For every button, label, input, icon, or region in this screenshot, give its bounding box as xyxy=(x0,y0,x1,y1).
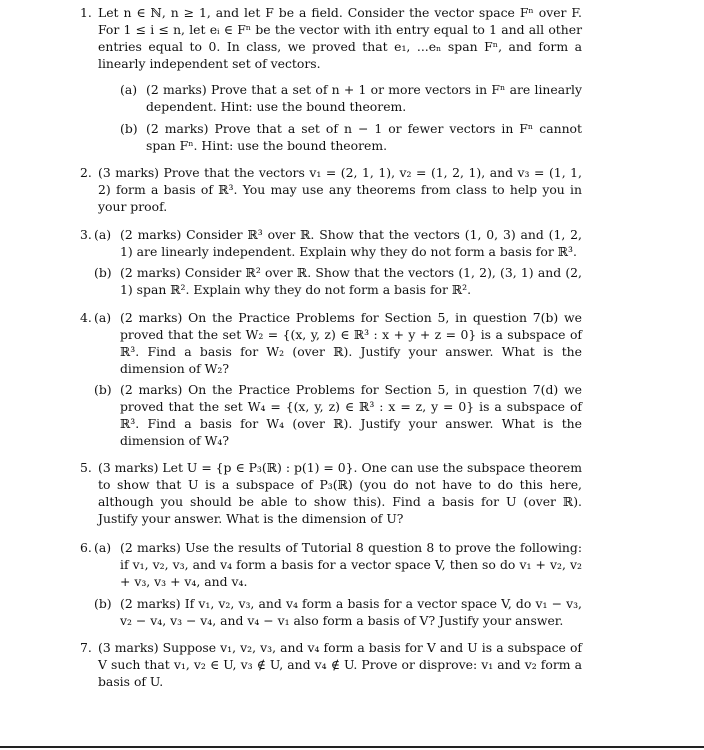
part-text: (2 marks) Prove that a set of n + 1 or more vectors in Fⁿ are linearly dependent. Hint: use the bound theorem. xyxy=(146,82,582,114)
question-number: 2. xyxy=(80,165,92,180)
part-label: (b) xyxy=(120,121,138,136)
part-text: (2 marks) Consider ℝ³ over ℝ. Show that the vectors (1, 0, 3) and (1, 2, 1) are linearly independent. Explain why they do not form a basis for ℝ³. xyxy=(120,227,582,259)
part-text: (2 marks) Prove that a set of n − 1 or fewer vectors in Fⁿ cannot span Fⁿ. Hint: use the bound theorem. xyxy=(146,121,582,153)
part-text: (2 marks) On the Practice Problems for Section 5, in question 7(b) we proved that the set W₂ = {(x, y, z) ∈ ℝ³ : x + y + z = 0} is a subspace of ℝ³. Find a basis for W₂ (over ℝ). Justify your answer. What is the dimension of W₂? xyxy=(120,310,582,376)
question-6-part-a xyxy=(94,539,582,590)
question-4-part-b xyxy=(94,381,582,449)
question-1 xyxy=(80,4,582,72)
question-text: (3 marks) Prove that the vectors v₁ = (2, 1, 1), v₂ = (1, 2, 1), and v₃ = (1, 1, 2) form a basis of ℝ³. You may use any theorems from class to help you in your proof. xyxy=(98,165,582,214)
question-text: (3 marks) Let U = {p ∈ P₃(ℝ) : p(1) = 0}. One can use the subspace theorem to show that U is a subspace of P₃(ℝ) (you do not have to do this here, although you should be able to show this). Find a basis for U (over ℝ). Justify your answer. What is the dimension of U? xyxy=(98,460,582,526)
part-label: (b) xyxy=(94,382,112,397)
part-text: (2 marks) Use the results of Tutorial 8 question 8 to prove the following: if v₁, v₂, v₃, and v₄ form a basis for a vector space V, then so do v₁ + v₂, v₂ + v₃, v₃ + v₄, and v₄. xyxy=(120,540,582,589)
part-label: (b) xyxy=(94,265,112,280)
part-label: (a) xyxy=(120,82,138,97)
question-text: (3 marks) Suppose v₁, v₂, v₃, and v₄ form a basis for V and U is a subspace of V such that v₁, v₂ ∈ U, v₃ ∉ U, and v₄ ∉ U. Prove or disprove: v₁ and v₂ form a basis of U. xyxy=(98,640,582,689)
question-7 xyxy=(80,639,582,690)
question-4-part-a xyxy=(94,309,582,377)
question-number: 4. xyxy=(80,310,92,325)
question-number: 7. xyxy=(80,640,92,655)
part-text: (2 marks) On the Practice Problems for Section 5, in question 7(d) we proved that the set W₄ = {(x, y, z) ∈ ℝ³ : x = z, y = 0} is a subspace of ℝ³. Find a basis for W₄ (over ℝ). Justify your answer. What is the dimension of W₄? xyxy=(120,382,582,448)
question-number: 3. xyxy=(80,227,92,242)
question-6-part-b xyxy=(94,595,582,629)
question-2 xyxy=(80,164,582,215)
part-text: (2 marks) Consider ℝ² over ℝ. Show that the vectors (1, 2), (3, 1) and (2, 1) span ℝ². Explain why they do not form a basis for ℝ². xyxy=(120,265,582,297)
question-1-part-b xyxy=(120,120,582,154)
part-label: (b) xyxy=(94,596,112,611)
question-number: 1. xyxy=(80,5,92,20)
question-1-part-a xyxy=(120,81,582,115)
question-3-part-a xyxy=(94,226,582,260)
part-label: (a) xyxy=(94,540,112,555)
question-text: Let n ∈ ℕ, n ≥ 1, and let F be a field. Consider the vector space Fⁿ over F. For 1 ≤ i ≤ n, let eᵢ ∈ Fⁿ be the vector with ith entry equal to 1 and all other entries equal to 0. In class, we proved that e₁, ...eₙ span Fⁿ, and form a linearly independent set of vectors. xyxy=(98,5,582,71)
question-3-part-b xyxy=(94,264,582,298)
part-label: (a) xyxy=(94,310,112,325)
question-5 xyxy=(80,459,582,527)
question-number: 6. xyxy=(80,540,92,555)
part-text: (2 marks) If v₁, v₂, v₃, and v₄ form a basis for a vector space V, do v₁ − v₃, v₂ − v₄, v₃ − v₄, and v₄ − v₁ also form a basis of V? Justify your answer. xyxy=(120,596,582,628)
page-bottom-rule xyxy=(0,746,704,748)
question-number: 5. xyxy=(80,460,92,475)
part-label: (a) xyxy=(94,227,112,242)
